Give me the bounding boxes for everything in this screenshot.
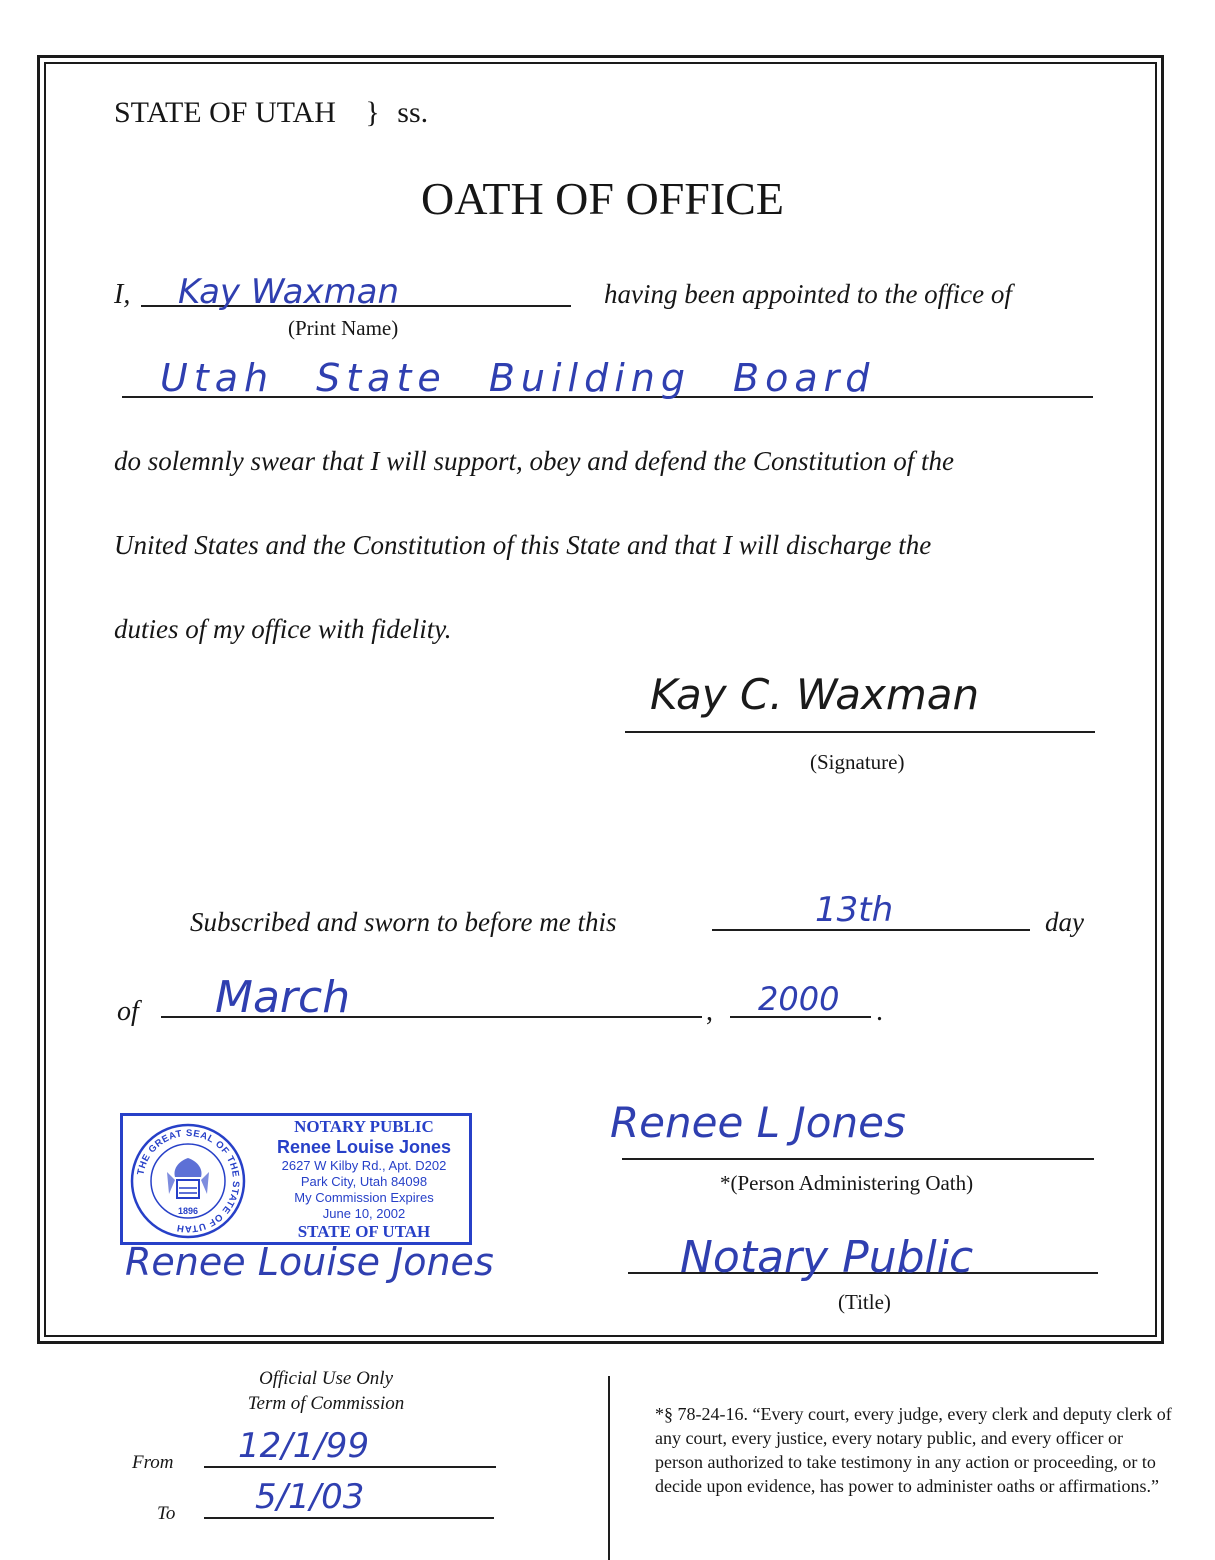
to-handwriting: 5/1/03 — [255, 1477, 365, 1517]
year-handwriting: 2000 — [758, 980, 840, 1018]
period-glyph: . — [876, 996, 883, 1027]
signature-handwriting: Kay C. Waxman — [650, 670, 980, 719]
brace-glyph: } — [365, 96, 380, 129]
print-name-label: (Print Name) — [288, 316, 399, 340]
appointed-text: having been appointed to the office of — [604, 279, 1012, 309]
stamp-state: STATE OF UTAH — [297, 1222, 431, 1241]
administering-label: *(Person Administering Oath) — [720, 1171, 974, 1195]
day-label: day — [1045, 907, 1084, 937]
administering-signature: Renee L Jones — [610, 1098, 906, 1147]
name-handwriting: Kay Waxman — [178, 272, 400, 312]
oath-prefix: I, — [114, 279, 131, 310]
month-handwriting: March — [215, 972, 351, 1023]
day-handwriting: 13th — [815, 890, 894, 930]
to-line — [204, 1517, 494, 1519]
title-label: (Title) — [838, 1290, 891, 1314]
stamp-expires-date: June 10, 2002 — [322, 1206, 406, 1221]
office-handwriting: Utah State Building Board — [160, 356, 876, 400]
stamp-notary-name: Renee Louise Jones — [276, 1137, 452, 1157]
signature-label: (Signature) — [810, 750, 905, 774]
of-label: of — [117, 996, 139, 1027]
comma-glyph: , — [706, 996, 713, 1027]
seal-ring-text: THE GREAT SEAL OF THE STATE OF UTAH — [135, 1127, 242, 1235]
seal-year: 1896 — [177, 1206, 199, 1216]
official-use-heading: Official Use Only — [258, 1368, 394, 1389]
section-divider — [608, 1376, 610, 1560]
notary-stamp — [120, 1113, 472, 1245]
sworn-text: Subscribed and sworn to before me this — [190, 907, 617, 937]
stamp-expires: My Commission Expires — [294, 1190, 434, 1205]
state-seal-icon — [129, 1122, 247, 1240]
title-handwriting: Notary Public — [680, 1232, 974, 1283]
signature-line — [625, 731, 1095, 733]
from-handwriting: 12/1/99 — [238, 1426, 370, 1466]
from-label: From — [132, 1452, 174, 1473]
stamp-address-2: Park City, Utah 84098 — [300, 1174, 428, 1189]
from-line — [204, 1466, 496, 1468]
state-name: STATE OF UTAH — [114, 96, 336, 129]
stamp-address-1: 2627 W Kilby Rd., Apt. D202 — [281, 1158, 447, 1173]
oath-line-2: United States and the Constitution of this State and that I will discharge the — [114, 530, 932, 560]
oath-line-1: do solemnly swear that I will support, obey and defend the Constitution of the — [114, 446, 954, 476]
to-label: To — [157, 1503, 176, 1524]
state-header — [114, 96, 428, 130]
administering-line — [622, 1158, 1094, 1160]
ss-label: ss. — [397, 96, 429, 129]
term-heading: Term of Commission — [247, 1393, 405, 1414]
stamp-title: NOTARY PUBLIC — [294, 1117, 434, 1136]
document-title: OATH OF OFFICE — [421, 173, 784, 224]
statute-quote: *§ 78-24-16. “Every court, every judge, every clerk and deputy clerk of any court, every justice, every notary public, and every officer or person authorized to take testimony in any action or proceeding, or to decide upon evidence, has power to administer oaths or affirmations.” — [655, 1404, 1172, 1496]
oath-line-3: duties of my office with fidelity. — [114, 614, 452, 644]
notary-signature: Renee Louise Jones — [125, 1240, 494, 1284]
